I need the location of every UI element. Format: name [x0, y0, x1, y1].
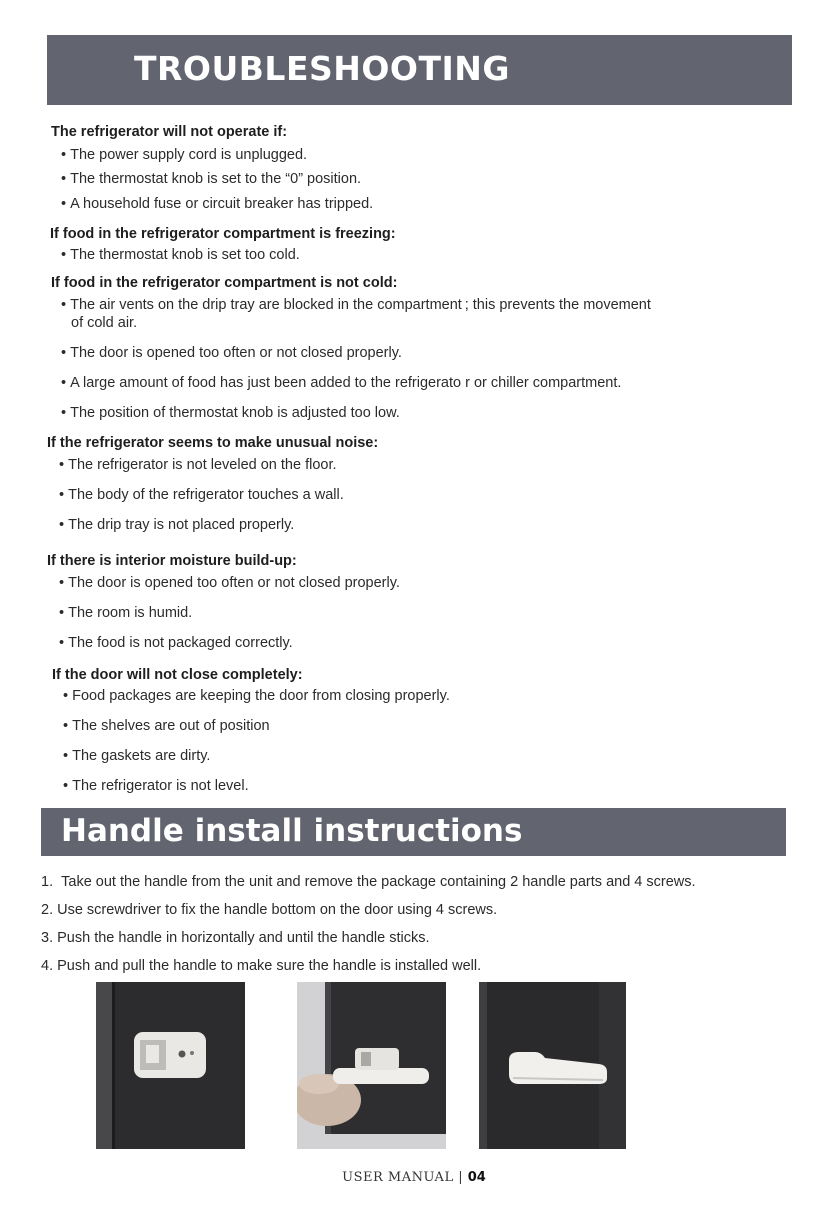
list-item: • A large amount of food has just been added to the refrigerato r or chiller compartment. — [61, 374, 621, 392]
section-heading-door: If the door will not close completely: — [52, 667, 303, 683]
handle-base-photo — [96, 982, 245, 1149]
section-heading-noise: If the refrigerator seems to make unusual noise: — [47, 435, 379, 451]
install-step: 1. Take out the handle from the unit and remove the package containing 2 handle parts and 4 screws. — [41, 874, 696, 890]
list-item: • The power supply cord is unplugged. — [61, 146, 307, 164]
list-item-continuation: of cold air. — [71, 315, 138, 331]
handle-push-illustration — [297, 982, 446, 1149]
install-step: 3. Push the handle in horizontally and until the handle sticks. — [41, 930, 430, 946]
handle-install-banner — [41, 808, 786, 856]
list-item: • The body of the refrigerator touches a wall. — [59, 486, 344, 504]
list-item: • The air vents on the drip tray are blocked in the compartment ; this prevents the movement — [61, 296, 651, 314]
handle-install-title: Handle install instructions — [61, 813, 523, 849]
list-item: • The door is opened too often or not closed properly. — [59, 574, 400, 592]
handle-push-photo — [297, 982, 446, 1149]
list-item: • The food is not packaged correctly. — [59, 634, 293, 652]
section-heading-moisture: If there is interior moisture build-up: — [47, 553, 297, 569]
list-item: • Food packages are keeping the door from closing properly. — [63, 687, 450, 705]
install-step: 4. Push and pull the handle to make sure the handle is installed well. — [41, 958, 482, 974]
section-heading-not-operate: The refrigerator will not operate if: — [51, 124, 288, 140]
handle-installed-illustration — [479, 982, 626, 1149]
install-step: 2. Use screwdriver to fix the handle bottom on the door using 4 screws. — [41, 902, 498, 918]
handle-base-illustration — [96, 982, 245, 1149]
troubleshooting-banner — [47, 35, 792, 105]
footer-manual-label: USER MANUAL | — [342, 1170, 468, 1185]
list-item: • The thermostat knob is set to the “0” position. — [61, 170, 361, 188]
list-item: • The drip tray is not placed properly. — [59, 516, 294, 534]
list-item: • The shelves are out of position — [63, 717, 270, 735]
section-heading-freezing: If food in the refrigerator compartment is freezing: — [50, 226, 396, 242]
list-item: • The door is opened too often or not closed properly. — [61, 344, 402, 362]
troubleshooting-title: TROUBLESHOOTING — [134, 49, 510, 88]
list-item: • The refrigerator is not level. — [63, 777, 249, 795]
list-item: • A household fuse or circuit breaker has tripped. — [61, 195, 373, 213]
list-item: • The refrigerator is not leveled on the floor. — [59, 456, 337, 474]
page-number: 04 — [467, 1170, 486, 1185]
list-item: • The room is humid. — [59, 604, 192, 622]
list-item: • The thermostat knob is set too cold. — [61, 246, 300, 264]
page-footer — [0, 1169, 828, 1185]
list-item: • The gaskets are dirty. — [63, 747, 210, 765]
handle-installed-photo — [479, 982, 626, 1149]
section-heading-not-cold: If food in the refrigerator compartment is not cold: — [51, 275, 398, 291]
list-item: • The position of thermostat knob is adjusted too low. — [61, 404, 400, 422]
